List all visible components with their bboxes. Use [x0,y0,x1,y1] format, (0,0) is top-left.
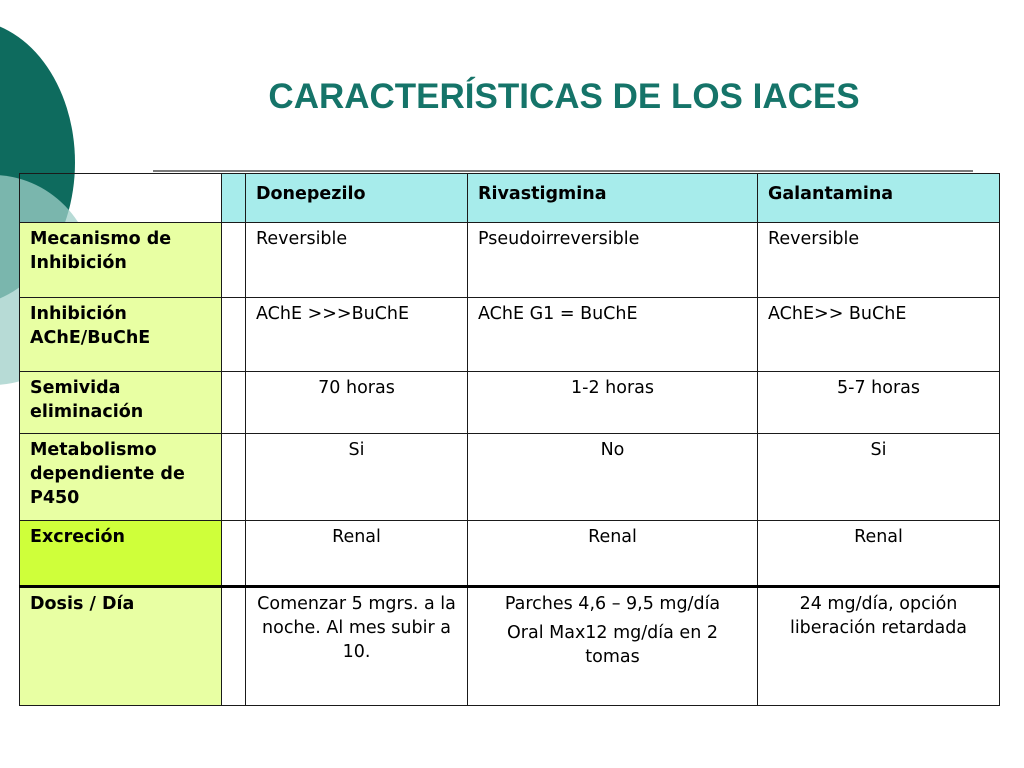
table-row [20,521,1000,587]
gap-cell [222,434,246,521]
table-cell: 1-2 horas [468,372,758,434]
row-label-metabolismo: Metabolismo dependiente de P450 [20,434,222,521]
column-header-rivastigmina: Rivastigmina [468,174,758,223]
dose-oral-text: Oral Max12 mg/día en 2 tomas [507,623,718,667]
gap-cell [222,521,246,587]
table-cell: Comenzar 5 mgrs. a la noche. Al mes subir a 10. [246,587,468,706]
table-cell: Renal [758,521,1000,587]
slide-title: CARACTERÍSTICAS DE LOS IACES [268,77,860,116]
table-cell: Si [758,434,1000,521]
table-header-row [20,174,1000,223]
table-row [20,587,1000,706]
dose-patch-text: Parches 4,6 – 9,5 mg/día [504,594,721,614]
table-cell: 70 horas [246,372,468,434]
column-header-galantamina: Galantamina [758,174,1000,223]
table-row [20,298,1000,372]
table-cell: 5-7 horas [758,372,1000,434]
title-divider [153,170,973,172]
corner-cell [20,174,222,223]
gap-cell [222,223,246,298]
table-cell: AChE G1 = BuChE [468,298,758,372]
row-label-semivida: Semivida eliminación [20,372,222,434]
gap-cell [222,587,246,706]
row-label-dosis: Dosis / Día [20,587,222,706]
table-cell: Renal [246,521,468,587]
gap-cell [222,174,246,223]
column-header-donepezilo: Donepezilo [246,174,468,223]
table-cell: 24 mg/día, opción liberación retardada [758,587,1000,706]
table-cell: Si [246,434,468,521]
table-cell: Pseudoirreversible [468,223,758,298]
table-row [20,434,1000,521]
table-cell: AChE>> BuChE [758,298,1000,372]
row-label-mecanismo: Mecanismo de Inhibición [20,223,222,298]
comparison-table [19,173,1000,706]
table-cell [468,587,758,706]
table-row [20,223,1000,298]
table-cell: Reversible [758,223,1000,298]
table-cell: Renal [468,521,758,587]
gap-cell [222,372,246,434]
table-cell: No [468,434,758,521]
table-cell: AChE >>>BuChE [246,298,468,372]
row-label-inhibicion: Inhibición AChE/BuChE [20,298,222,372]
table-cell: Reversible [246,223,468,298]
gap-cell [222,298,246,372]
row-label-excrecion: Excreción [20,521,222,587]
table-row [20,372,1000,434]
